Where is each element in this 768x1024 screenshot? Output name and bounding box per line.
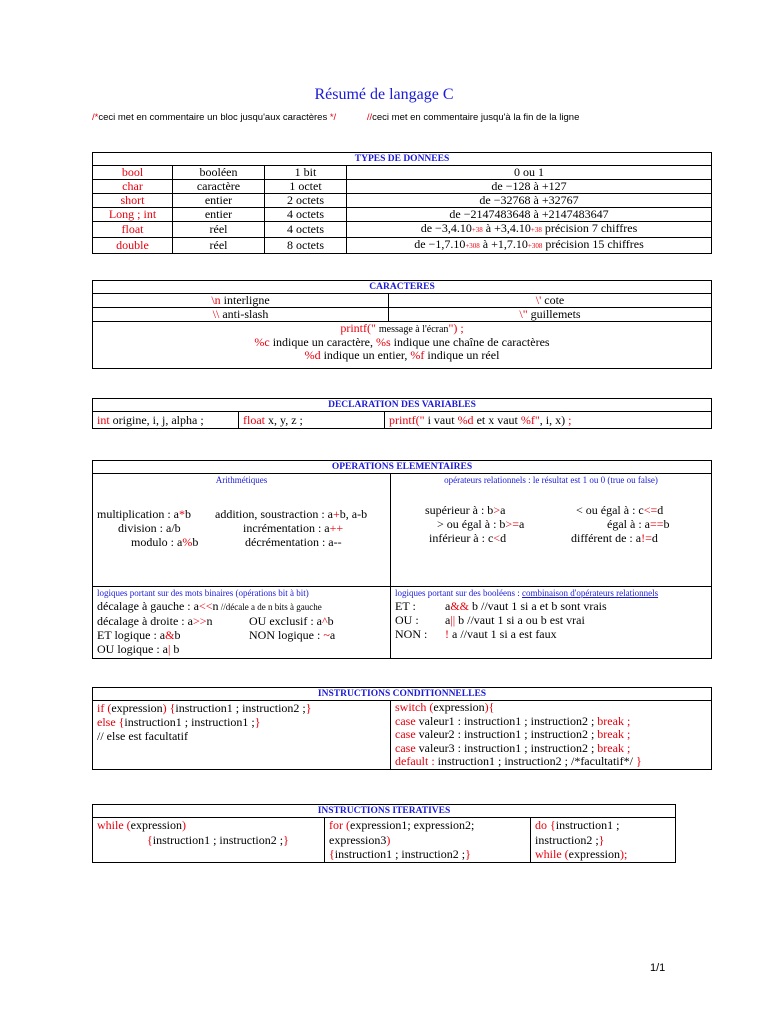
div-label: division : a/b — [118, 521, 181, 535]
format-text: indique un entier, — [320, 348, 411, 362]
break-keyword: break ; — [597, 727, 631, 742]
case-keyword: case — [395, 713, 416, 728]
ge-label: > ou égal à : b — [437, 517, 506, 531]
not-operand: a — [329, 628, 336, 642]
le-op: <= — [643, 503, 658, 517]
block-comment-text: ceci met en commentaire un bloc jusqu'aux caractères — [98, 112, 330, 123]
lor-label: OU : — [395, 613, 419, 627]
case-body: valeur2 : instruction1 ; instruction2 ; — [415, 727, 598, 742]
type-name: double — [93, 238, 173, 254]
type-range: de −2147483648 à +2147483647 — [347, 208, 712, 222]
land-label: ET : — [395, 599, 416, 613]
dowhile-expression: expression — [568, 847, 620, 861]
while-keyword: while ( — [97, 818, 131, 832]
printf-message: message à l'écran — [378, 324, 449, 335]
type-range — [347, 222, 712, 238]
type-desc: entier — [173, 208, 265, 222]
for-expression3: expression3 — [329, 832, 387, 847]
bool-title-underlined: combinaison d'opérateurs relationnels — [521, 588, 659, 598]
if-brace-close: } — [305, 701, 312, 715]
shr-op: >> — [192, 614, 207, 628]
line-comment-start: // — [366, 112, 373, 123]
table-row — [93, 587, 712, 659]
gt-op: > — [493, 503, 501, 517]
else-body: instruction1 ; instruction1 ; — [124, 715, 255, 729]
page-title: Résumé de langage C — [314, 86, 454, 103]
format-text: indique un réel — [424, 348, 500, 362]
exponent: +308 — [527, 242, 543, 250]
type-desc: caractère — [173, 180, 265, 194]
mult-label: multiplication : a — [97, 507, 179, 521]
type-range: de −32768 à +32767 — [347, 194, 712, 208]
le-operand: d — [657, 503, 664, 517]
while-paren: ) — [181, 818, 186, 832]
type-desc: réel — [173, 222, 265, 238]
format-code: %f" — [520, 413, 540, 427]
type-range: de −128 à +127 — [347, 180, 712, 194]
escape-label: guillemets — [527, 307, 581, 321]
type-size: 8 octets — [265, 238, 347, 254]
xor-operand: b — [327, 614, 334, 628]
le-label: < ou égal à : c — [576, 503, 644, 517]
iter-table — [92, 804, 676, 863]
types-table — [92, 152, 712, 254]
escape-label: cote — [544, 293, 565, 307]
do-brace-close: } — [598, 832, 605, 847]
rel-title: opérateurs relationnels : le résultat est 1 ou 0 (true ou false) — [444, 475, 658, 485]
lor-note: b //vaut 1 si a ou b est vrai — [455, 613, 585, 627]
case-keyword: case — [395, 727, 416, 742]
dowhile-keyword: while ( — [535, 847, 569, 861]
xor-label: OU exclusif : a — [249, 614, 322, 628]
line-comment-text: ceci met en commentaire jusqu'à la fin de la ligne — [372, 112, 580, 123]
not-label: NON logique : — [249, 628, 324, 642]
ops-table — [92, 460, 712, 659]
ge-operand: a — [518, 517, 525, 531]
mod-operand: b — [192, 535, 199, 549]
ne-operand: d — [651, 531, 658, 545]
format-code: %c — [254, 335, 270, 349]
if-keyword: if ( — [97, 701, 112, 715]
type-name: float — [93, 222, 173, 238]
and-operand: b — [174, 628, 181, 642]
decl-table — [92, 398, 712, 429]
break-keyword: break ; — [597, 713, 631, 728]
if-expression: expression — [111, 701, 163, 715]
else-brace-close: } — [254, 715, 261, 729]
ge-op: >= — [505, 517, 519, 531]
gt-label: supérieur à : b — [425, 503, 494, 517]
for-body: instruction1 ; instruction2 ; — [334, 847, 466, 861]
mod-label: modulo : a — [131, 535, 183, 549]
cond-header: INSTRUCTIONS CONDITIONNELLES — [93, 688, 712, 701]
format-text: indique un caractère, — [269, 335, 376, 349]
chars-header: CARACTERES — [93, 281, 712, 294]
precision: précision 15 chiffres — [542, 237, 644, 251]
float-keyword: float — [243, 413, 265, 427]
xor-op: ^ — [321, 614, 328, 628]
exponent: +38 — [530, 226, 542, 234]
shl-operand: n — [212, 599, 219, 613]
iter-header: INSTRUCTIONS ITERATIVES — [93, 805, 676, 818]
cond-table — [92, 687, 712, 770]
case-keyword: case — [395, 740, 416, 755]
add-op: + — [332, 507, 340, 521]
type-range — [347, 238, 712, 254]
format-text: indique une chaîne de caractères — [390, 335, 550, 349]
format-code: %d — [457, 413, 474, 427]
case-body: valeur1 : instruction1 ; instruction2 ; — [415, 713, 598, 728]
lnot-note: a //vaut 1 si a est faux — [449, 627, 557, 641]
table-row — [93, 208, 712, 222]
switch-keyword: switch ( — [395, 700, 434, 714]
int-keyword: int — [97, 413, 110, 427]
dowhile-end: ); — [619, 847, 628, 861]
do-keyword: do { — [535, 818, 556, 832]
table-row — [93, 474, 712, 587]
shr-label: décalage à droite : a — [97, 614, 193, 628]
type-desc: entier — [173, 194, 265, 208]
while-brace: { — [147, 832, 153, 847]
decl-header: DECLARATION DES VARIABLES — [93, 399, 712, 412]
table-row — [93, 238, 712, 254]
exponent: +38 — [471, 226, 483, 234]
case-body: valeur3 : instruction1 ; instruction2 ; — [415, 740, 598, 755]
eq-operand: b — [663, 517, 670, 531]
type-desc: booléen — [173, 166, 265, 180]
block-comment-start: /* — [92, 112, 99, 123]
shl-note: //décale a de n bits à gauche — [218, 602, 322, 612]
land-operand: a — [445, 599, 451, 613]
while-brace-close: } — [283, 832, 289, 847]
range-min: de −1,7.10 — [414, 237, 466, 251]
break-keyword: break ; — [597, 740, 631, 755]
printf-open: printf(" — [389, 413, 425, 427]
shl-label: décalage à gauche : a — [97, 599, 199, 613]
table-row — [93, 222, 712, 238]
printf-text: et x vaut — [473, 413, 521, 427]
type-name: bool — [93, 166, 173, 180]
while-expression: expression — [130, 818, 182, 832]
type-size: 4 octets — [265, 222, 347, 238]
else-note: // else est facultatif — [97, 729, 188, 743]
bool-title: logiques portant sur des booléens : — [395, 588, 522, 598]
else-keyword: else { — [97, 715, 125, 729]
block-comment-end: */ — [329, 112, 337, 123]
type-range: 0 ou 1 — [347, 166, 712, 180]
range-max: à +1,7.10 — [479, 237, 528, 251]
for-paren: ) — [386, 832, 391, 847]
switch-brace-close: } — [635, 754, 642, 769]
page-number: 1/1 — [650, 962, 666, 974]
for-brace-close: } — [465, 847, 471, 861]
type-size: 2 octets — [265, 194, 347, 208]
shr-operand: n — [206, 614, 213, 628]
type-desc: réel — [173, 238, 265, 254]
type-size: 4 octets — [265, 208, 347, 222]
if-brace: ) { — [162, 701, 176, 715]
table-row — [93, 294, 712, 308]
or-operand: b — [170, 642, 180, 656]
or-label: OU logique : a — [97, 642, 168, 656]
land-op: && — [450, 599, 469, 613]
default-keyword: default : — [395, 754, 435, 769]
mult-operand: b — [184, 507, 191, 521]
switch-brace: ){ — [484, 700, 495, 714]
printf-close: ") ; — [448, 321, 464, 335]
arith-title: Arithmétiques — [215, 475, 268, 485]
switch-expression: expression — [433, 700, 485, 714]
type-name: short — [93, 194, 173, 208]
float-vars: x, y, z ; — [265, 413, 303, 427]
escape-code: \" — [519, 307, 528, 321]
table-row — [93, 166, 712, 180]
types-header: TYPES DE DONNEES — [93, 153, 712, 166]
inc-label: incrémentation : a — [243, 521, 330, 535]
ne-op: != — [641, 531, 652, 545]
bit-title: logiques portant sur des mots binaires (opérations bit à bit) — [97, 588, 309, 598]
inc-op: ++ — [329, 521, 344, 535]
add-label: addition, soustraction : a — [215, 507, 333, 521]
type-name: char — [93, 180, 173, 194]
ne-label: différent de : a — [571, 531, 642, 545]
eq-op: == — [649, 517, 664, 531]
comment-syntax-line — [92, 112, 579, 123]
eq-label: égal à : a — [607, 517, 650, 531]
escape-code: \' — [535, 293, 545, 307]
default-body: instruction1 ; instruction2 ; /*facultatif*/ — [434, 754, 636, 769]
format-code: %d — [304, 348, 321, 362]
escape-label: interligne — [220, 293, 270, 307]
escape-code: \n — [211, 293, 221, 307]
table-row — [93, 194, 712, 208]
precision: précision 7 chiffres — [541, 221, 638, 235]
do-body: instruction2 ; — [535, 832, 599, 847]
type-size: 1 octet — [265, 180, 347, 194]
add-operand: b, a-b — [339, 507, 368, 521]
land-note: b //vaut 1 si a et b sont vrais — [469, 599, 607, 613]
table-row — [93, 701, 712, 770]
printf-args: , i, x) — [539, 413, 566, 427]
lt-operand: d — [500, 531, 507, 545]
type-name: Long ; int — [93, 208, 173, 222]
gt-operand: a — [500, 503, 506, 517]
shl-op: << — [198, 599, 213, 613]
chars-table — [92, 280, 712, 369]
format-code: %f — [410, 348, 425, 362]
table-row — [93, 180, 712, 194]
int-vars: origine, i, j, alpha ; — [109, 413, 204, 427]
escape-label: anti-slash — [219, 307, 269, 321]
not-op: ~ — [323, 628, 330, 642]
format-code: %s — [376, 335, 391, 349]
lnot-label: NON : — [395, 627, 428, 641]
ops-header: OPERATIONS ELEMENTAIRES — [93, 461, 712, 474]
while-body: instruction1 ; instruction2 ; — [152, 832, 284, 847]
lt-label: inférieur à : c — [429, 531, 494, 545]
lor-operand: a — [445, 613, 451, 627]
printf-end: ; — [565, 413, 572, 427]
for-brace: { — [329, 847, 335, 861]
range-min: de −3,4.10 — [420, 221, 472, 235]
lnot-op: ! — [445, 627, 449, 641]
range-max: à +3,4.10 — [482, 221, 531, 235]
type-size: 1 bit — [265, 166, 347, 180]
printf-open: printf(" — [340, 321, 379, 335]
printf-text: i vaut — [424, 413, 458, 427]
for-expression: expression1; expression2; — [350, 818, 475, 832]
table-row — [93, 412, 712, 429]
if-body: instruction1 ; instruction2 ; — [175, 701, 306, 715]
table-row — [93, 322, 712, 369]
do-body: instruction1 ; — [555, 818, 620, 832]
dec-label: décrémentation : a-- — [245, 535, 342, 549]
lor-op: || — [450, 613, 456, 627]
table-row — [93, 308, 712, 322]
table-row — [93, 818, 676, 863]
for-keyword: for ( — [329, 818, 350, 832]
escape-code: \\ — [212, 307, 220, 321]
and-label: ET logique : a — [97, 628, 166, 642]
mod-op: % — [182, 535, 193, 549]
exponent: +308 — [465, 242, 480, 250]
mult-op: * — [178, 507, 185, 521]
or-op: | — [168, 642, 171, 656]
lt-op: < — [493, 531, 501, 545]
and-op: & — [165, 628, 175, 642]
